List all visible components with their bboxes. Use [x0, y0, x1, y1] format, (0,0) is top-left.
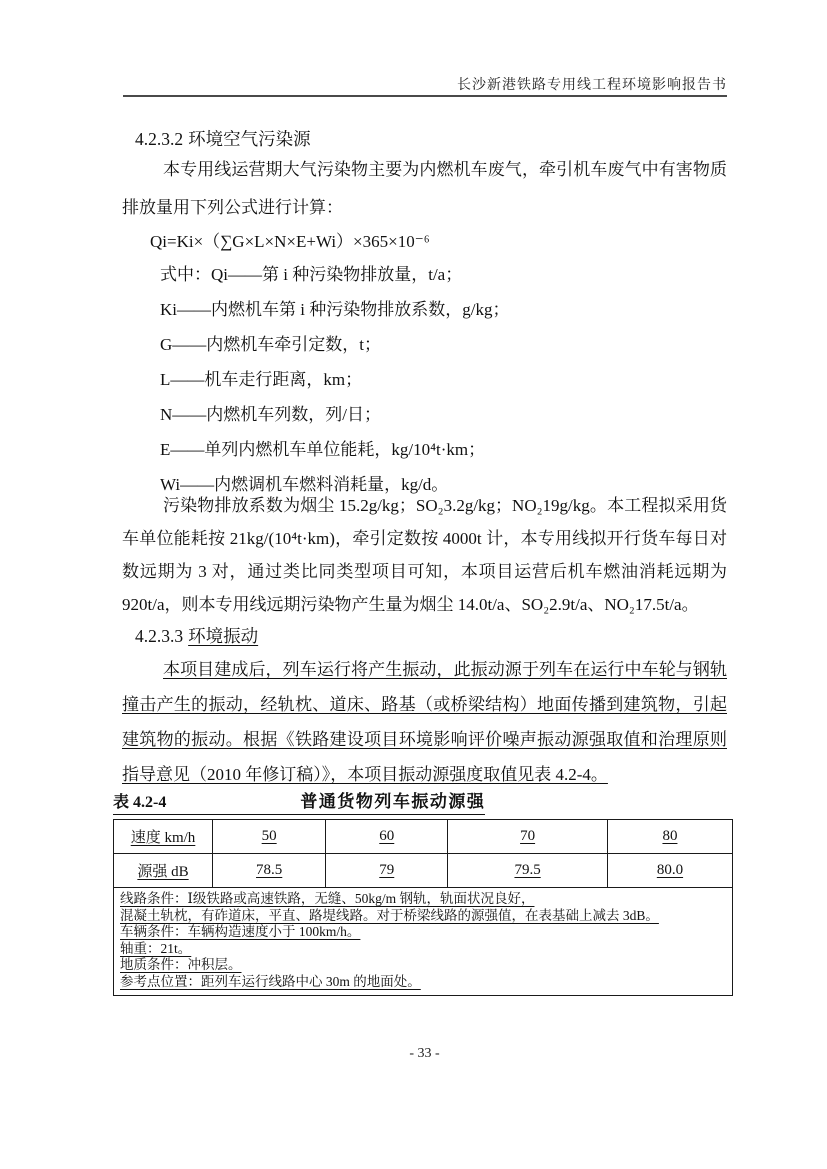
- source-value: 80.0: [656, 862, 684, 878]
- source-value: 78.5: [256, 862, 283, 878]
- definition-line: Ki——内燃机车第 i 种污染物排放系数，g/kg；: [160, 300, 510, 319]
- table-row-speed: [114, 820, 733, 854]
- note-line: 地质条件：冲积层。: [120, 957, 242, 973]
- emission-formula: Qi=Ki×（∑G×L×N×E+Wi）×365×10⁻⁶: [150, 232, 430, 251]
- note-line: 车辆条件：车辆构造速度小于 100km/h。: [120, 924, 361, 940]
- row-header-source: 源强 dB: [137, 864, 189, 880]
- table-title: 普通货物列车振动源强: [300, 787, 485, 815]
- table-row-source-strength: [114, 854, 733, 888]
- definition-line: Wi——内燃调机车燃料消耗量，kg/d。: [160, 475, 449, 494]
- source-cell: [607, 854, 732, 888]
- section-heading-air: [135, 130, 727, 149]
- vibration-source-table: [113, 819, 733, 996]
- speed-value: 80: [662, 828, 678, 844]
- speed-value: 70: [520, 828, 536, 844]
- source-value: 79.5: [514, 862, 541, 878]
- vibration-paragraph: 本项目建成后，列车运行将产生振动，此振动源于列车在运行中车轮与钢轨撞击产生的振动，经轨枕、道床、路基（或桥梁结构）地面传播到建筑物，引起建筑物的振动。根据《铁路建设项目环境影响评价噪声振动源强取值和治理原则指导意见（2010 年修订稿）》，本项目振动源强度取值见表 4.2-4。: [122, 660, 727, 784]
- page-content: [113, 129, 727, 996]
- definition-line: L——机车走行距离，km；: [160, 370, 363, 389]
- symbol-definition-list: [160, 257, 727, 502]
- caption-underline-gap: [166, 812, 300, 815]
- page-number: - 33 -: [409, 1046, 440, 1061]
- source-value: 79: [379, 862, 395, 878]
- note-line: 线路条件：Ⅰ级铁路或高速铁路，无缝、50kg/m 钢轨，轨面状况良好，: [120, 891, 535, 906]
- note-line: 轴重：21t。: [120, 940, 192, 956]
- header-rule: [123, 95, 727, 97]
- emission-result-paragraph: 污染物排放系数为烟尘 15.2g/kg；SO₂3.2g/kg；NO₂19g/kg。本工程拟采用货车单位能耗按 21kg/(10⁴t·km)，牵引定数按 4000t 计，本专用线拟开行货车每日对数远期为 3 对，通过类比同类型项目可知，本项目运营后机车燃油消耗远期为 920t/a，则本专用线远期污染物产生量为烟尘 14.0t/a、SO₂2.9t/a、NO₂17.5t/a。: [122, 496, 727, 614]
- section-title: 环境空气污染源: [188, 129, 311, 149]
- section-heading-vibration: [135, 627, 727, 646]
- air-intro-paragraph: 本专用线运营期大气污染物主要为内燃机车废气，牵引机车废气中有害物质排放量用下列公式进行计算：: [122, 160, 727, 217]
- table-notes-cell: [114, 888, 733, 996]
- row-header-cell: [114, 854, 213, 888]
- note-line: 参考点位置：距列车运行线路中心 30m 的地面处。: [120, 973, 421, 989]
- source-cell: [326, 854, 448, 888]
- table-caption: [113, 793, 727, 815]
- speed-cell: [326, 820, 448, 854]
- speed-cell: [213, 820, 326, 854]
- speed-value: 60: [379, 828, 395, 844]
- row-header-cell: [114, 820, 213, 854]
- definition-line: E——单列内燃机车单位能耗，kg/10⁴t·km；: [160, 440, 486, 459]
- definition-line: N——内燃机车列数，列/日；: [160, 405, 381, 424]
- definition-line: 式中：Qi——第 i 种污染物排放量，t/a；: [160, 265, 463, 284]
- source-cell: [448, 854, 608, 888]
- speed-cell: [448, 820, 608, 854]
- table-notes-row: [114, 888, 733, 996]
- speed-cell: [607, 820, 732, 854]
- row-header-speed: 速度 km/h: [130, 830, 196, 846]
- section-number: 4.2.3.3: [135, 626, 184, 646]
- table-label: 表 4.2-4: [113, 789, 166, 815]
- source-cell: [213, 854, 326, 888]
- header-title: 长沙新港铁路专用线工程环境影响报告书: [457, 78, 727, 93]
- note-line: 混凝土轨枕，有砟道床，平直、路堤线路。对于桥梁线路的源强值，在表基础上减去 3dB。: [120, 907, 659, 923]
- section-title: 环境振动: [188, 626, 259, 646]
- speed-value: 50: [261, 828, 277, 844]
- definition-line: G——内燃机车牵引定数，t；: [160, 335, 381, 354]
- section-number: 4.2.3.2: [135, 129, 184, 149]
